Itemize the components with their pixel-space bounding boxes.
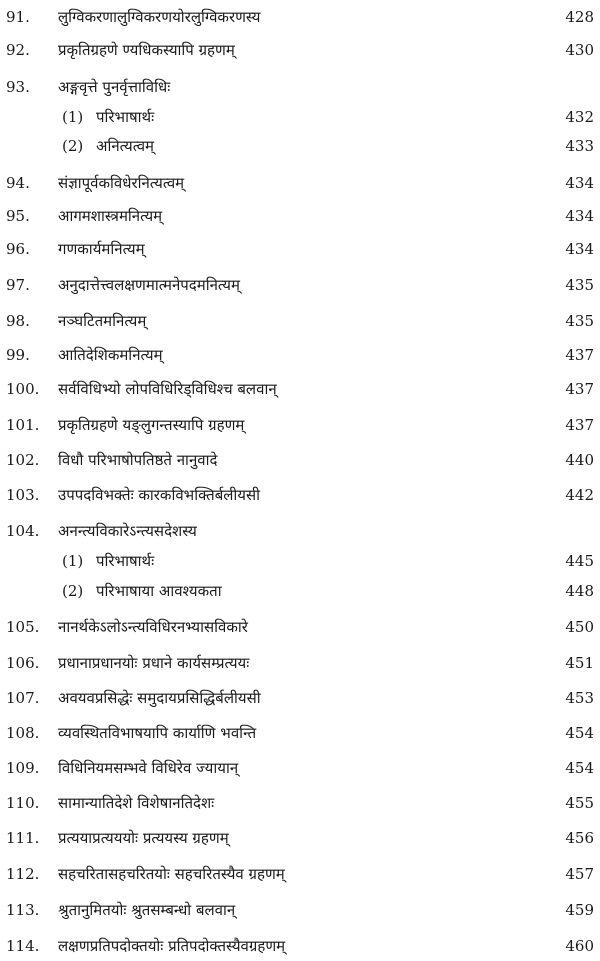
entry-title: लक्षणप्रतिपदोक्तयोः प्रतिपदोक्तस्यैवग्रहणम्	[58, 937, 286, 955]
entry-page-number: 437	[565, 380, 594, 398]
entry-number: 101.	[6, 416, 40, 434]
entry-page-number: 451	[565, 654, 594, 672]
entry-title: प्रकृतिग्रहणे यङ्लुगन्तस्यापि ग्रहणम्	[58, 416, 245, 434]
entry-title: सहचरितासहचरितयोः सहचरितस्यैव ग्रहणम्	[58, 865, 285, 883]
entry-page-number: 442	[565, 486, 594, 504]
toc-entry	[0, 340, 600, 370]
entry-page-number: 437	[565, 416, 594, 434]
entry-title: सामान्यातिदेशे विशेषानतिदेशः	[58, 794, 215, 812]
entry-page-number: 440	[565, 451, 594, 469]
entry-number: 94.	[6, 174, 30, 192]
toc-entry	[0, 823, 600, 853]
toc-entry	[0, 270, 600, 300]
entry-page-number: 445	[565, 552, 594, 570]
toc-subentry	[0, 576, 600, 606]
toc-entry	[0, 718, 600, 748]
entry-page-number: 435	[565, 276, 594, 294]
entry-number: 98.	[6, 312, 30, 330]
entry-page-number: 456	[565, 829, 594, 847]
subentry-number: (1)	[62, 108, 84, 126]
toc-entry	[0, 516, 600, 546]
toc-entry	[0, 168, 600, 198]
entry-page-number: 455	[565, 794, 594, 812]
toc-entry	[0, 931, 600, 961]
entry-number: 107.	[6, 689, 40, 707]
entry-page-number: 453	[565, 689, 594, 707]
subentry-number: (2)	[62, 137, 84, 155]
entry-title: परिभाषार्थः	[96, 552, 155, 570]
toc-entry	[0, 201, 600, 231]
entry-title: सर्वविधिभ्यो लोपविधिरिड्विधिश्च बलवान्	[58, 380, 277, 398]
entry-page-number: 433	[565, 137, 594, 155]
entry-number: 113.	[6, 901, 40, 919]
toc-entry	[0, 612, 600, 642]
entry-number: 105.	[6, 618, 40, 636]
entry-title: नानर्थकेऽलोऽन्त्यविधिरनभ्यासविकारे	[58, 618, 248, 636]
entry-page-number: 435	[565, 312, 594, 330]
entry-number: 111.	[6, 829, 40, 847]
entry-number: 96.	[6, 240, 30, 258]
entry-title: प्रधानाप्रधानयोः प्रधाने कार्यसम्प्रत्ययः	[58, 654, 250, 672]
toc-entry	[0, 374, 600, 404]
entry-page-number: 460	[565, 937, 594, 955]
entry-number: 106.	[6, 654, 40, 672]
entry-number: 99.	[6, 346, 30, 364]
entry-number: 103.	[6, 486, 40, 504]
toc-entry	[0, 72, 600, 102]
toc-entry	[0, 445, 600, 475]
toc-subentry	[0, 546, 600, 576]
entry-page-number: 434	[565, 207, 594, 225]
toc-entry	[0, 683, 600, 713]
entry-page-number: 432	[565, 108, 594, 126]
entry-page-number: 448	[565, 582, 594, 600]
entry-number: 108.	[6, 724, 40, 742]
entry-number: 104.	[6, 522, 40, 540]
toc-entry	[0, 35, 600, 65]
entry-title: विधिनियमसम्भवे विधिरेव ज्यायान्	[58, 759, 239, 777]
entry-page-number: 434	[565, 174, 594, 192]
entry-number: 92.	[6, 41, 30, 59]
entry-title: विधौ परिभाषोपतिष्ठते नानुवादे	[58, 451, 218, 469]
entry-title: आतिदेशिकमनित्यम्	[58, 346, 163, 364]
entry-title: संज्ञापूर्वकविधेरनित्यत्वम्	[58, 174, 185, 192]
toc-entry	[0, 306, 600, 336]
toc-entry	[0, 895, 600, 925]
entry-title: अनित्यत्वम्	[96, 137, 155, 155]
toc-subentry	[0, 102, 600, 132]
entry-title: उपपदविभक्तेः कारकविभक्तिर्बलीयसी	[58, 486, 261, 504]
toc-entry	[0, 753, 600, 783]
subentry-number: (2)	[62, 582, 84, 600]
entry-title: परिभाषाया आवश्यकता	[96, 582, 222, 600]
entry-number: 114.	[6, 937, 40, 955]
entry-title: प्रकृतिग्रहणे ण्यधिकस्यापि ग्रहणम्	[58, 41, 235, 59]
entry-number: 93.	[6, 78, 30, 96]
entry-title: अनुदात्तेत्त्वलक्षणमात्मनेपदमनित्यम्	[58, 276, 240, 294]
entry-page-number: 457	[565, 865, 594, 883]
entry-number: 100.	[6, 380, 40, 398]
entry-title: श्रुतानुमितयोः श्रुतसम्बन्धो बलवान्	[58, 901, 236, 919]
entry-title: लुग्विकरणालुग्विकरणयोरलुग्विकरणस्य	[58, 8, 261, 26]
entry-title: आगमशास्त्रमनित्यम्	[58, 207, 163, 225]
entry-number: 109.	[6, 759, 40, 777]
entry-number: 102.	[6, 451, 40, 469]
entry-page-number: 454	[565, 724, 594, 742]
entry-page-number: 450	[565, 618, 594, 636]
entry-page-number: 430	[565, 41, 594, 59]
toc-entry	[0, 480, 600, 510]
entry-page-number: 437	[565, 346, 594, 364]
entry-title: अङ्गवृत्ते पुनर्वृत्ताविधिः	[58, 78, 171, 96]
toc-entry	[0, 859, 600, 889]
entry-page-number: 454	[565, 759, 594, 777]
entry-number: 95.	[6, 207, 30, 225]
entry-title: नञ्घटितमनित्यम्	[58, 312, 147, 330]
entry-number: 110.	[6, 794, 40, 812]
entry-number: 97.	[6, 276, 30, 294]
toc-entry	[0, 2, 600, 32]
entry-page-number: 428	[565, 8, 594, 26]
toc-entry	[0, 410, 600, 440]
entry-title: परिभाषार्थः	[96, 108, 155, 126]
toc-entry	[0, 648, 600, 678]
entry-page-number: 434	[565, 240, 594, 258]
entry-title: अवयवप्रसिद्धेः समुदायप्रसिद्धिर्बलीयसी	[58, 689, 261, 707]
entry-title: अनन्त्यविकारेऽन्त्यसदेशस्य	[58, 522, 197, 540]
toc-entry	[0, 234, 600, 264]
entry-page-number: 459	[565, 901, 594, 919]
toc-subentry	[0, 131, 600, 161]
entry-title: गणकार्यमनित्यम्	[58, 240, 145, 258]
entry-number: 91.	[6, 8, 30, 26]
entry-title: प्रत्ययाप्रत्यययोः प्रत्ययस्य ग्रहणम्	[58, 829, 229, 847]
subentry-number: (1)	[62, 552, 84, 570]
toc-entry	[0, 788, 600, 818]
entry-title: व्यवस्थितविभाषयापि कार्याणि भवन्ति	[58, 724, 257, 742]
entry-number: 112.	[6, 865, 40, 883]
